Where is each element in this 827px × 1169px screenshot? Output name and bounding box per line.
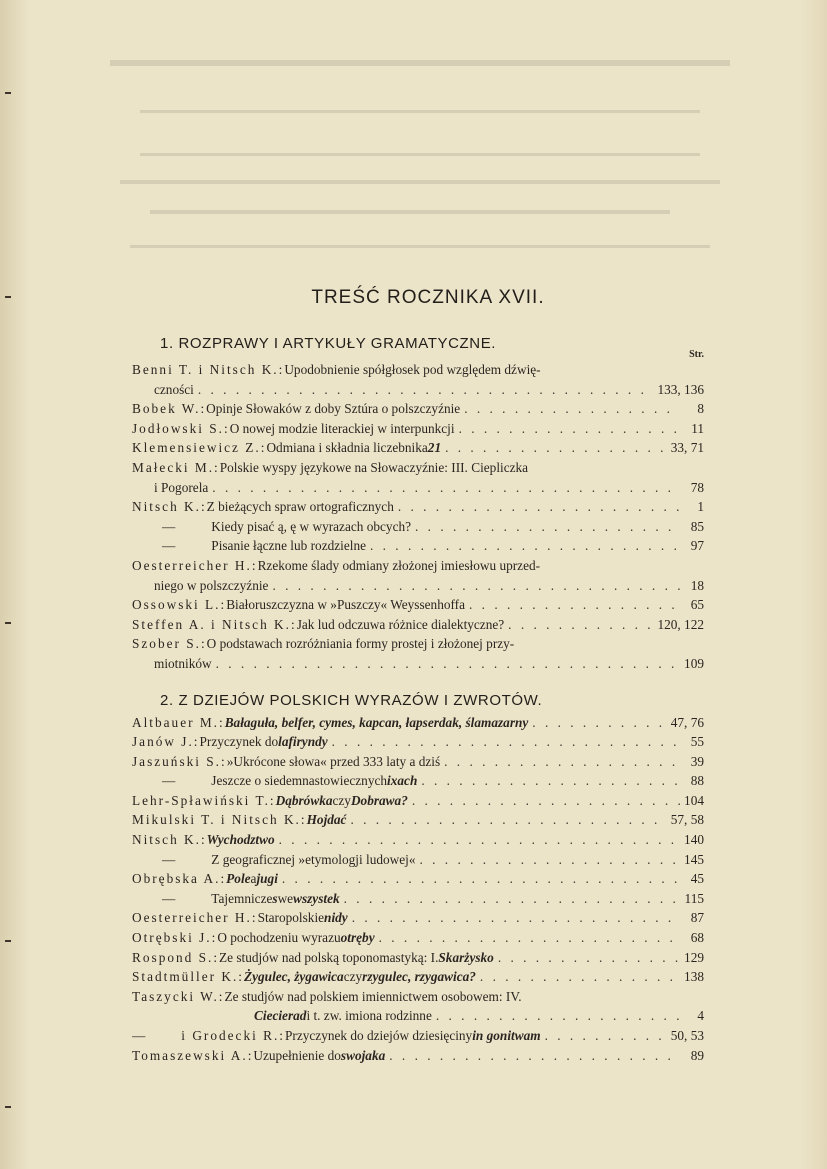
section-heading: 2. Z DZIEJÓW POLSKICH WYRAZÓW I ZWROTÓW. [160, 691, 543, 709]
toc-entry [132, 399, 704, 419]
entry-title: niego w polszczyźnie [154, 577, 269, 593]
toc-entry [132, 1046, 704, 1066]
entry-line [132, 654, 704, 674]
entry-title: O nowej modzie literackiej w interpunkcji [229, 420, 455, 436]
entry-title: Ze studjów nad polską toponomastyką: I. [219, 949, 439, 965]
dot-leader [532, 713, 666, 733]
entry-title: i t. zw. imiona rodzinne [306, 1008, 432, 1024]
entry-title-italic: Żygulec, żygawica [244, 969, 344, 985]
dot-leader [421, 771, 680, 791]
entry-title-italic: 21 [427, 440, 442, 456]
dot-leader [545, 1026, 667, 1046]
entry-line [132, 850, 704, 870]
entry-pages: 88 [690, 773, 704, 789]
entry-line [132, 908, 704, 928]
entry-pages: 47, 76 [670, 714, 704, 730]
entry-title-italic: Bałaguła, belfer, cymes, kapcan, łapserdak, ślamazarny [224, 714, 529, 730]
entry-line [132, 458, 704, 478]
entry-line [132, 869, 704, 889]
entry-line [132, 987, 704, 1007]
entry-title: miotników [154, 655, 212, 671]
entry-pages: 50, 53 [670, 1028, 704, 1043]
toc-entry [132, 889, 704, 909]
page-edge-left [0, 0, 30, 1169]
toc-entry [132, 497, 704, 517]
dot-leader [508, 615, 653, 635]
entry-title-italic: Hojdać [306, 812, 347, 828]
entry-title: Upodobnienie spółgłosek pod względem dźwię- [284, 362, 541, 377]
entry-author: Altbauer M.: [132, 714, 225, 730]
entry-pages: 8 [697, 401, 704, 417]
toc-entry [132, 791, 704, 811]
entry-title: a [250, 871, 257, 887]
entry-line [132, 399, 704, 419]
toc-entry [132, 419, 704, 439]
entry-title: Tajemnicze [211, 890, 273, 906]
dot-leader [444, 752, 680, 772]
entry-title: czy [332, 792, 351, 808]
entry-title-italic: rzygulec, rzygawica? [362, 969, 476, 985]
toc-entry [132, 908, 704, 928]
entry-pages: 85 [690, 518, 704, 534]
entry-line [132, 556, 704, 576]
entry-title-italic: nidy [324, 910, 348, 926]
dash-marker: — [162, 890, 176, 906]
entry-pages: 97 [690, 538, 704, 554]
entry-title-italic: s [272, 890, 278, 906]
entry-pages: 65 [690, 597, 704, 613]
entry-author: Małecki M.: [132, 459, 220, 475]
entry-pages: 18 [690, 577, 704, 593]
toc-entry [132, 713, 704, 733]
entry-title: Przyczynek do [199, 734, 279, 750]
entry-title-italic: swojaka [340, 1047, 386, 1063]
dot-leader [279, 830, 680, 850]
entry-line [132, 634, 704, 654]
toc-entry [132, 967, 704, 987]
entry-author: Obrębska A.: [132, 871, 227, 887]
entry-pages: 45 [690, 871, 704, 887]
entry-pages: 87 [690, 910, 704, 926]
entry-author: Nitsch K.: [132, 832, 207, 848]
entry-line [132, 536, 704, 556]
entry-line [132, 1026, 704, 1046]
entry-pages: 133, 136 [657, 381, 704, 397]
entry-title: Kiedy pisać ą, ę w wyrazach obcych? [211, 518, 412, 534]
dot-leader [198, 380, 654, 400]
toc-entry [132, 869, 704, 889]
section-heading: 1. ROZPRAWY I ARTYKUŁY GRAMATYCZNE. [160, 335, 497, 352]
entry-line [132, 771, 704, 791]
entry-line [132, 360, 704, 380]
entry-line [132, 419, 704, 439]
dot-leader [480, 967, 680, 987]
entry-line [132, 713, 704, 733]
toc-entry [132, 536, 704, 556]
entry-line [132, 967, 704, 987]
page-column-label: Str. [689, 349, 704, 360]
entry-pages: 129 [684, 949, 704, 965]
entry-title: O podstawach rozróżniania formy prostej i złożonej przy- [206, 636, 515, 652]
entry-title: Polskie wyspy językowe na Słowaczyźnie: III. Ciepliczka [219, 459, 529, 475]
entry-pages: 140 [684, 832, 704, 848]
entry-pages: 4 [697, 1008, 704, 1024]
entry-title-italic: ixach [387, 773, 418, 789]
entry-line [132, 791, 704, 811]
toc-entry [132, 948, 704, 968]
entry-line [132, 595, 704, 615]
entry-line [132, 752, 704, 772]
entry-title: Z bieżących spraw ortograficznych [206, 499, 394, 515]
page-title: TREŚĆ ROCZNIKA XVII. [311, 287, 545, 308]
dot-leader [498, 948, 680, 968]
toc-sections [132, 335, 704, 1065]
dot-leader [212, 478, 680, 498]
entry-line [132, 889, 704, 909]
entry-author: Rospond S.: [132, 949, 220, 965]
entry-pages: 33, 71 [670, 440, 704, 456]
entry-author: Stadtmüller K.: [132, 969, 244, 985]
entry-pages: 109 [684, 655, 704, 671]
entry-title: Pisanie łączne lub rozdzielne [211, 538, 366, 554]
margin-mark [5, 296, 11, 298]
entry-title: Ze studjów nad polskiem imiennictwem osobowem: IV. [224, 988, 522, 1004]
entry-author: Szober S.: [132, 636, 207, 652]
entry-title-italic: jugi [256, 871, 278, 887]
entry-pages: 89 [690, 1047, 704, 1063]
toc-entry [132, 732, 704, 752]
entry-pages: 55 [690, 734, 704, 750]
toc-entry [132, 771, 704, 791]
entry-author: Ossowski L.: [132, 597, 227, 613]
dot-leader [332, 732, 680, 752]
entry-title: Przyczynek do dziejów dziesięciny [285, 1028, 473, 1043]
dot-leader [389, 1046, 680, 1066]
margin-mark [5, 92, 11, 94]
entry-title-italic: Pole [226, 871, 251, 887]
toc-entry [132, 850, 704, 870]
dot-leader [216, 654, 680, 674]
entry-title-italic: Ciecierad [254, 1008, 307, 1024]
toc-entry [132, 517, 704, 537]
dot-leader [272, 576, 680, 596]
entry-title-italic: lafiryndy [278, 734, 328, 750]
dash-marker: — [162, 773, 176, 789]
dot-leader [398, 497, 680, 517]
entry-title: czności [154, 381, 194, 397]
entry-author: Mikulski T. i Nitsch K.: [132, 812, 307, 828]
entry-author: Jodłowski S.: [132, 420, 230, 436]
dot-leader [436, 1006, 680, 1026]
entry-line [132, 576, 704, 596]
dot-leader [469, 595, 680, 615]
entry-pages: 145 [684, 851, 704, 867]
entry-author: Oesterreicher H.: [132, 910, 258, 926]
entry-title: Jeszcze o siedemnastowiecznych [211, 773, 388, 789]
entry-author: Nitsch K.: [132, 499, 207, 515]
dot-leader [459, 419, 680, 439]
entry-author: Tomaszewski A.: [132, 1047, 254, 1063]
page-edge-right [799, 0, 827, 1169]
entry-line [132, 438, 704, 458]
dot-leader [344, 889, 680, 909]
toc-entry [132, 615, 704, 635]
dash-marker: — [162, 538, 176, 554]
dot-leader [350, 810, 666, 830]
toc-entry [132, 830, 704, 850]
entry-title: Odmiana i składnia liczebnika [266, 440, 428, 456]
entry-line [132, 810, 704, 830]
entry-line [132, 1006, 704, 1026]
bleed-through-text [110, 40, 750, 280]
dot-leader [464, 399, 680, 419]
dash-marker: — [162, 851, 176, 867]
entry-title: Rzekome ślady odmiany złożonej imiesłowu uprzed- [257, 557, 541, 573]
entry-title: Opinje Słowaków z doby Sztúra o polszczyźnie [206, 401, 461, 417]
entry-title: we [277, 890, 294, 906]
entry-title-italic: Dąbrówka [275, 792, 333, 808]
entry-line [132, 928, 704, 948]
toc-entry [132, 1026, 704, 1046]
margin-mark [5, 940, 11, 942]
dash-marker: — [162, 518, 176, 534]
entry-line [132, 517, 704, 537]
margin-mark [5, 622, 11, 624]
toc-entry [132, 928, 704, 948]
entry-pages: 57, 58 [670, 812, 704, 828]
dot-leader [412, 791, 680, 811]
entry-title: czy [343, 969, 363, 985]
entry-pages: 120, 122 [657, 616, 704, 632]
toc-entry [132, 987, 704, 1026]
entry-line [132, 615, 704, 635]
entry-line [132, 497, 704, 517]
toc-entry [132, 752, 704, 772]
toc-entry [132, 458, 704, 497]
toc-entry [132, 438, 704, 458]
dot-leader [370, 536, 680, 556]
entry-title-italic: wszystek [293, 890, 340, 906]
toc-entry [132, 556, 704, 595]
entry-title-italic: Wychodztwo [206, 832, 275, 848]
dot-leader [445, 438, 667, 458]
table-of-contents [132, 287, 704, 1065]
entry-title-italic: Skarżysko [438, 949, 494, 965]
entry-pages: 115 [684, 890, 704, 906]
entry-pages: 104 [684, 792, 704, 808]
entry-title: Staropolskie [257, 910, 325, 926]
entry-pages: 138 [684, 969, 704, 985]
entry-author: Otrębski J.: [132, 930, 218, 946]
entry-author: Benni T. i Nitsch K.: [132, 362, 285, 377]
toc-entry [132, 810, 704, 830]
entry-author: Lehr-Spławiński T.: [132, 792, 276, 808]
entry-title-italic: otręby [340, 930, 375, 946]
entry-title: Uzupełnienie do [253, 1047, 341, 1063]
entry-title-italic: in gonitwam [472, 1028, 541, 1043]
entry-author: Klemensiewicz Z.: [132, 440, 267, 456]
entry-title: Białoruszczyzna w »Puszczy« Weyssenhoffa [226, 597, 466, 613]
entry-author: Janów J.: [132, 734, 200, 750]
entry-author: Bobek W.: [132, 401, 207, 417]
toc-entry [132, 634, 704, 673]
entry-pages: 11 [691, 420, 704, 436]
entry-title: i Pogorela [154, 479, 209, 495]
dot-leader [282, 869, 680, 889]
entry-line [132, 1046, 704, 1066]
toc-entry [132, 595, 704, 615]
dot-leader [379, 928, 680, 948]
dash-marker: — [132, 1028, 146, 1043]
entry-line [132, 948, 704, 968]
entry-author: Oesterreicher H.: [132, 557, 258, 573]
margin-mark [5, 1106, 11, 1108]
entry-line [132, 830, 704, 850]
entry-title: Jak lud odczuwa różnice dialektyczne? [296, 616, 505, 632]
entry-author: Taszycki W.: [132, 988, 225, 1004]
entry-pages: 68 [690, 930, 704, 946]
entry-author: Steffen A. i Nitsch K.: [132, 616, 297, 632]
entry-title: O pochodzeniu wyrazu [217, 930, 341, 946]
entry-pages: 78 [690, 479, 704, 495]
entry-title-italic: Dobrawa? [350, 792, 408, 808]
entry-title: Z geograficznej »etymologji ludowej« [211, 851, 416, 867]
entry-pages: 1 [697, 499, 704, 515]
dot-leader [352, 908, 680, 928]
toc-entry [132, 360, 704, 399]
entry-author: i Grodecki R.: [181, 1028, 286, 1043]
entry-author: Jaszuński S.: [132, 753, 227, 769]
entry-line [132, 380, 704, 400]
entry-pages: 39 [690, 753, 704, 769]
entry-line [132, 478, 704, 498]
entry-line [132, 732, 704, 752]
dot-leader [415, 517, 680, 537]
entry-title: »Ukrócone słowa« przed 333 laty a dziś [226, 753, 441, 769]
dot-leader [420, 850, 681, 870]
